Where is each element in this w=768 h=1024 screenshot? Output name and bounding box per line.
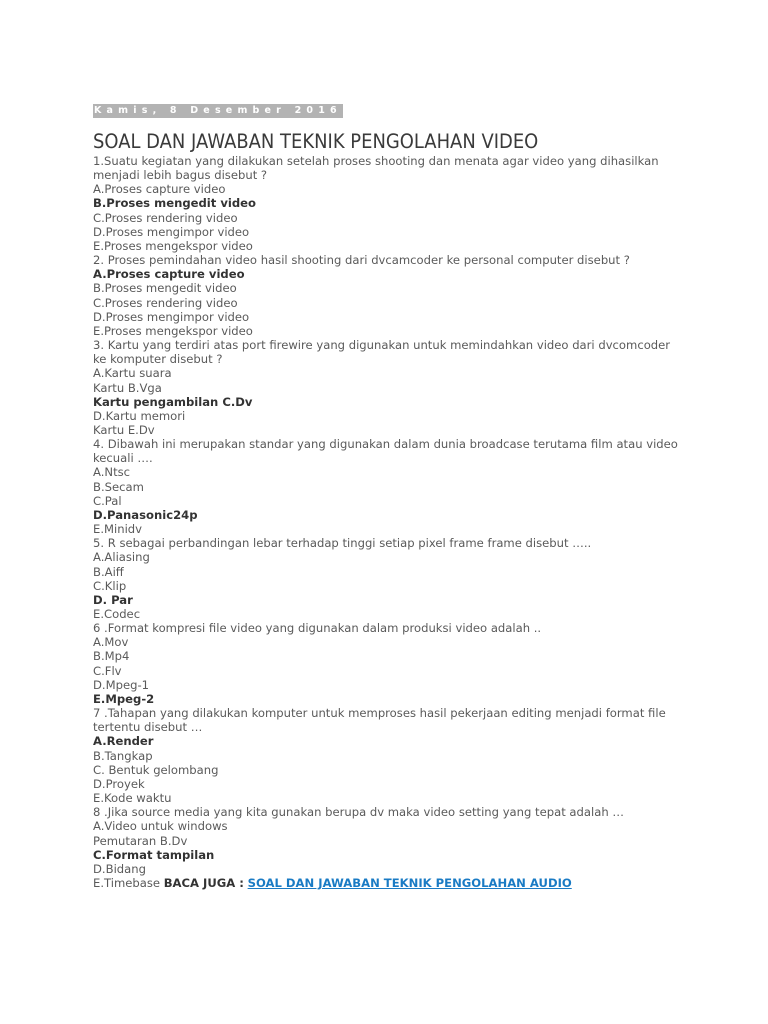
read-also-link[interactable]: SOAL DAN JAWABAN TEKNIK PENGOLAHAN AUDIO	[247, 875, 572, 890]
content-line: C.Proses rendering video	[93, 295, 238, 310]
content-line: Kartu B.Vga	[93, 380, 162, 395]
content-line: 4. Dibawah ini merupakan standar yang digunakan dalam dunia broadcase terutama film atau video kecuali ….	[93, 437, 678, 466]
content-line: A.Ntsc	[93, 465, 131, 480]
content-line: 2. Proses pemindahan video hasil shooting dari dvcamcoder ke personal computer disebut ?	[93, 253, 630, 268]
answer-line-correct: B.Proses mengedit video	[93, 196, 256, 211]
content-line: B.Proses mengedit video	[93, 281, 237, 296]
last-line	[93, 876, 693, 890]
content-line: Pemutaran B.Dv	[93, 833, 188, 848]
post-date-header: Kamis, 8 Desember 2016	[94, 105, 342, 116]
content-line: D.Kartu memori	[93, 408, 186, 423]
content-line: D.Proses mengimpor video	[93, 309, 250, 324]
answer-line-correct: A.Render	[93, 734, 154, 749]
answer-line-correct: C.Format tampilan	[93, 847, 215, 862]
content-line: B.Aiff	[93, 564, 124, 579]
content-line: E.Kode waktu	[93, 791, 172, 806]
content-line: C. Bentuk gelombang	[93, 762, 219, 777]
answer-line-correct: D.Panasonic24p	[93, 507, 198, 522]
content-line: D.Mpeg-1	[93, 677, 150, 692]
content-line: 5. R sebagai perbandingan lebar terhadap tinggi setiap pixel frame frame disebut …..	[93, 536, 592, 551]
content-line: A.Video untuk windows	[93, 819, 228, 834]
content-line: E.Proses mengekspor video	[93, 238, 253, 253]
content-line: A.Kartu suara	[93, 366, 172, 381]
content-line: Kartu E.Dv	[93, 422, 155, 437]
answer-line-correct: D. Par	[93, 592, 133, 607]
content-line: B.Tangkap	[93, 748, 153, 763]
content-line: A.Mov	[93, 635, 129, 650]
content-line: E.Minidv	[93, 522, 143, 537]
answer-line-correct: E.Mpeg-2	[93, 691, 155, 706]
post-body	[93, 154, 693, 890]
last-line-prefix: E.Timebase	[93, 875, 161, 890]
content-line: B.Mp4	[93, 649, 130, 664]
content-line: 7 .Tahapan yang dilakukan komputer untuk memproses hasil pekerjaan editing menjadi format file tertentu disebut …	[93, 706, 666, 735]
read-also-label: BACA JUGA :	[163, 875, 244, 890]
content-line: C.Flv	[93, 663, 122, 678]
content-line: C.Proses rendering video	[93, 210, 238, 225]
content-line: A.Aliasing	[93, 550, 150, 565]
content-line: C.Klip	[93, 578, 127, 593]
content-line: 1.Suatu kegiatan yang dilakukan setelah proses shooting dan menata agar video yang dihasilkan menjadi lebih bagus disebut ?	[93, 154, 659, 183]
blog-post	[93, 98, 693, 890]
content-line: D.Proses mengimpor video	[93, 224, 250, 239]
content-line: A.Proses capture video	[93, 182, 226, 197]
content-line: 8 .Jika source media yang kita gunakan berupa dv maka video setting yang tepat adalah …	[93, 805, 624, 820]
answer-line-correct: A.Proses capture video	[93, 267, 245, 282]
post-title: SOAL DAN JAWABAN TEKNIK PENGOLAHAN VIDEO	[93, 130, 539, 153]
content-line: E.Proses mengekspor video	[93, 323, 253, 338]
content-line: 3. Kartu yang terdiri atas port firewire yang digunakan untuk memindahkan video dari dvcomcoder ke komputer disebut ?	[93, 338, 671, 367]
content-line: C.Pal	[93, 493, 122, 508]
content-line: B.Secam	[93, 479, 144, 494]
question-list	[93, 154, 693, 876]
content-line: D.Bidang	[93, 861, 146, 876]
content-line: D.Proyek	[93, 776, 145, 791]
content-line: E.Codec	[93, 607, 141, 621]
content-line: 6 .Format kompresi file video yang digunakan dalam produksi video adalah ..	[93, 621, 542, 636]
answer-line-correct: Kartu pengambilan C.Dv	[93, 394, 253, 409]
